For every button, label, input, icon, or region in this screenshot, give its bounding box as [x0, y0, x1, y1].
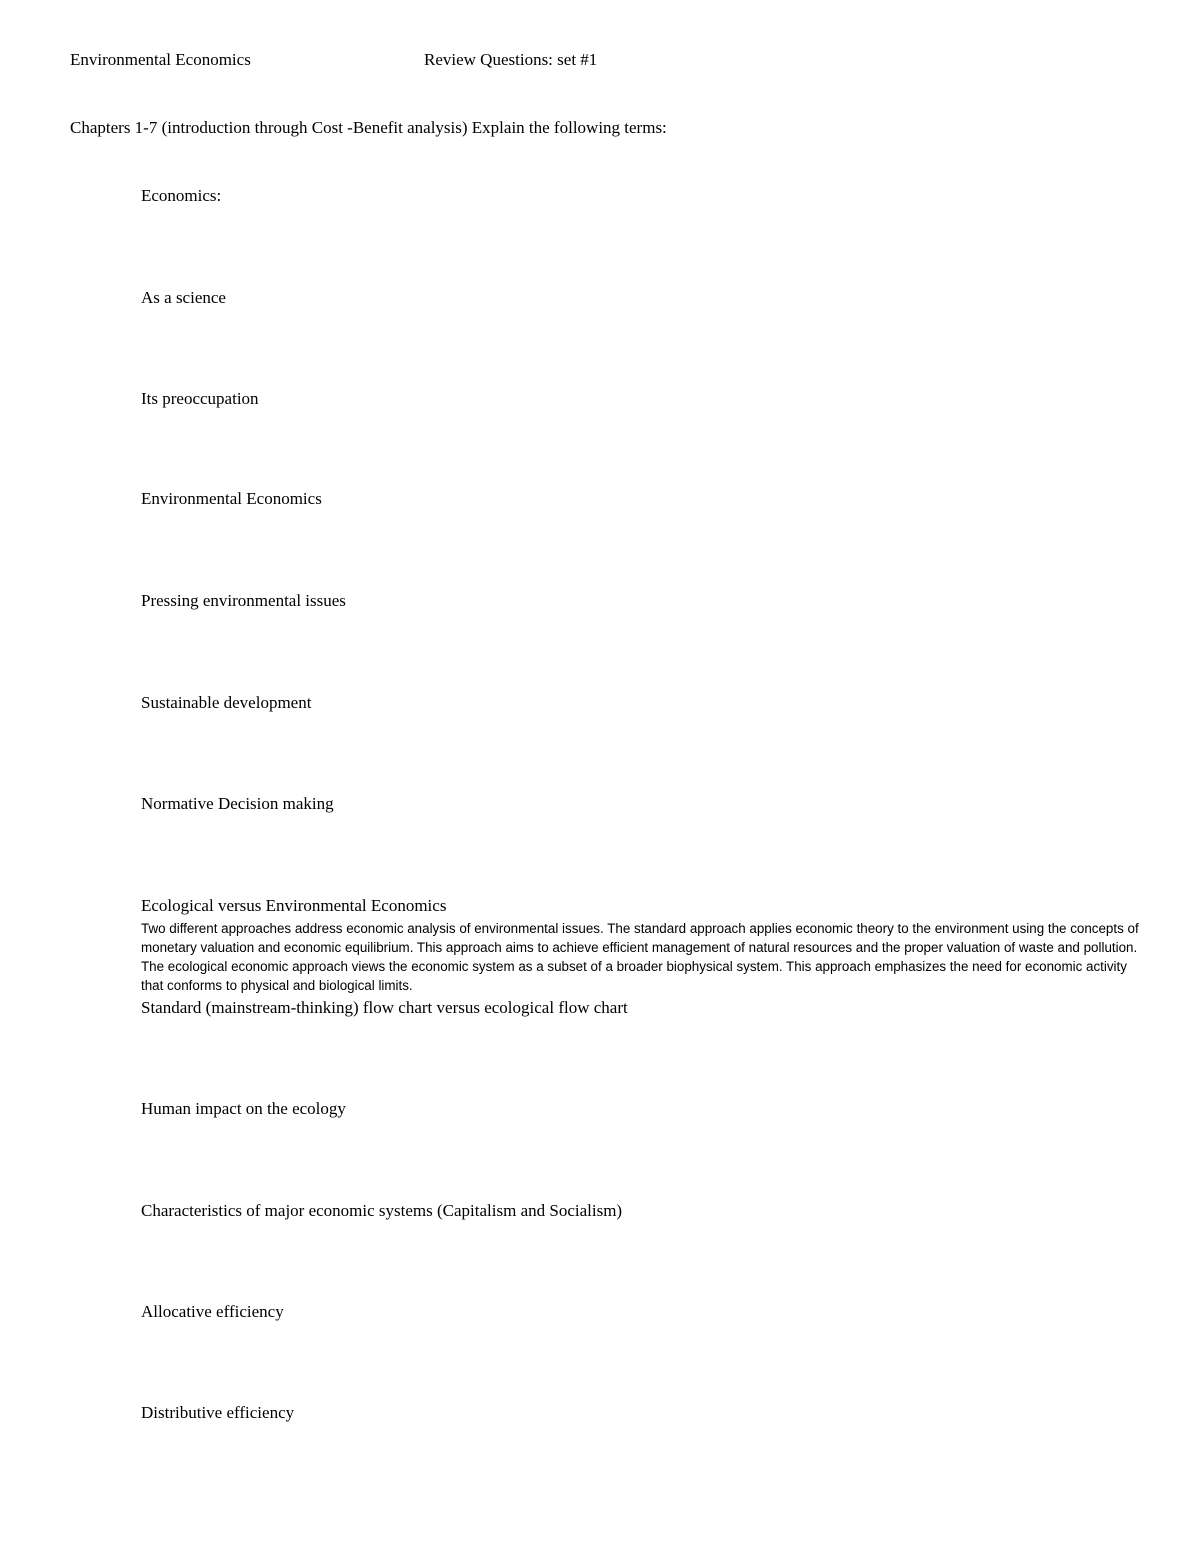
term-normative-decision-making: Normative Decision making	[141, 794, 334, 813]
instructions: Chapters 1-7 (introduction through Cost -Benefit analysis) Explain the following terms:	[70, 118, 667, 137]
course-title: Environmental Economics	[70, 50, 251, 69]
term-as-a-science: As a science	[141, 288, 226, 307]
term-its-preoccupation: Its preoccupation	[141, 389, 259, 408]
term-distributive-efficiency: Distributive efficiency	[141, 1403, 295, 1422]
term-allocative-efficiency: Allocative efficiency	[141, 1302, 284, 1321]
term-human-impact: Human impact on the ecology	[141, 1099, 346, 1118]
term-environmental-economics: Environmental Economics	[141, 489, 322, 508]
term-economic-systems: Characteristics of major economic systems (Capitalism and Socialism)	[141, 1201, 623, 1220]
term-economics: Economics:	[141, 186, 222, 205]
term-pressing-environmental-issues: Pressing environmental issues	[141, 591, 346, 610]
term-ecological-vs-environmental: Ecological versus Environmental Economics	[141, 896, 447, 915]
term-flow-chart-comparison: Standard (mainstream-thinking) flow chart versus ecological flow chart	[141, 998, 628, 1017]
set-title: Review Questions: set #1	[424, 50, 598, 69]
term-sustainable-development: Sustainable development	[141, 693, 312, 712]
answer-paragraph: Two different approaches address economic analysis of environmental issues. The standard approach applies economic theory to the environment using the concepts of monetary valuation and economic equilibrium. This approach aims to achieve efficient management of natural resources and the proper valuation of waste and pollution. The ecological economic approach views the economic system as a subset of a broader biophysical system. This approach emphasizes the need for economic activity that conforms to physical and biological limits.	[141, 921, 1139, 993]
